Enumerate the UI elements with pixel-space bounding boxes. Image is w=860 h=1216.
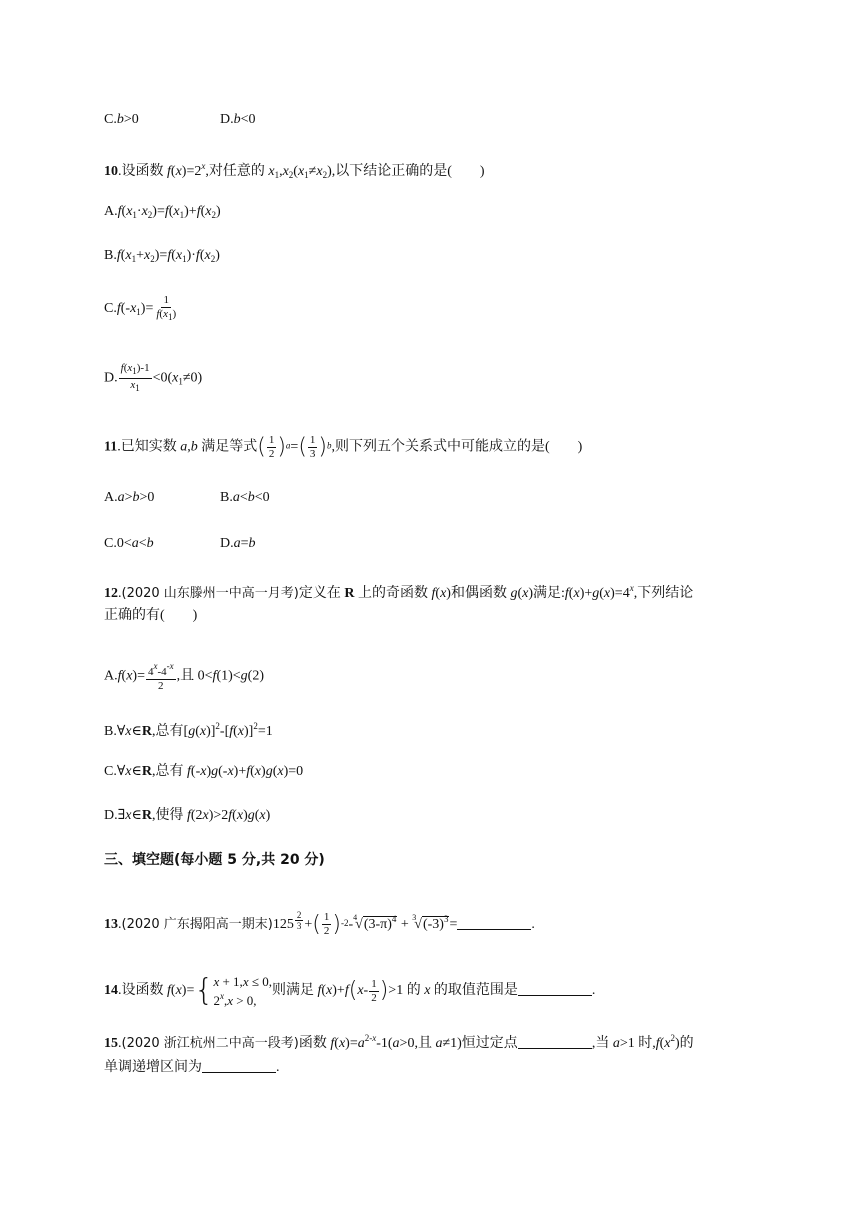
q15-stem-line2: 单调递增区间为 . (104, 1060, 280, 1075)
fraction: $\frac{1}{3}$ (309, 434, 316, 460)
q11-option-d: D.a=b (220, 536, 256, 551)
q11-option-b: B.a<b<0 (220, 490, 270, 505)
q15-stem-line1: 15.(2020 浙江杭州二中高一段考)函数 $f(x)=a^{2-x}-1(a>0$,且 a≠1)恒过定点 ,当 a>1 时$,f(x^2)$的 (104, 1033, 694, 1051)
q10-option-b: $B.f(x_1+x_2)=f(x_1)\cdot f(x_2)$ (104, 248, 220, 264)
answer-blank[interactable] (457, 915, 531, 930)
q10-option-a: $A.f(x_1\cdot x_2)=f(x_1)+f(x_2)$ (104, 204, 221, 220)
q12-stem-line1: 12.(2020 山东滕州一中高一月考)定义在 R 上的奇函数 f(x)和偶函数 g(x)满足$:f(x)+g(x)=4^x$,下列结论 (104, 583, 694, 601)
q12-stem-line2: 正确的有( ) (104, 608, 198, 623)
q11-number: 11 (104, 439, 118, 455)
q11-options-ab (104, 488, 270, 508)
q12-number: 12 (104, 586, 118, 601)
fraction: $\frac{1}{f(x_1)}$ (156, 294, 177, 322)
fraction: $\frac{4^x-4^{-x}}{2}$ (147, 661, 174, 692)
fraction: $\frac{2}{3}$ (296, 910, 302, 931)
fraction: $\frac{1}{2}$ (268, 434, 275, 460)
answer-blank[interactable] (518, 1034, 592, 1049)
q13-number: 13 (104, 917, 118, 932)
q15-number: 15 (104, 1036, 118, 1051)
q12-option-d: D.∃x∈R,使得 f(2x)>2f(x)g(x) (104, 808, 271, 823)
q10-option-d: D. $\frac{f(x_1)-1}{x_1}$ $<0(x_1\ne 0)$ (104, 362, 203, 393)
q10-number: 10 (104, 164, 118, 179)
q14-number: 14 (104, 983, 118, 999)
q10-option-c: $C.f(-x_1)=$ $\frac{1}{f(x_1)}$ (104, 294, 177, 322)
piecewise-cases: x + 1,x ≤ 0, $2^x,x > 0$, (213, 974, 272, 1008)
answer-blank[interactable] (202, 1058, 276, 1073)
q13-stem: 13.(2020 广东揭阳高一期末)125 $\frac{2}{3}$ +( $\frac{1}{2}$ )$-2-^4√(3-\pi)^4 + ^3√(-3)^3=$ . (104, 910, 535, 938)
q11-stem: 11.已知实数 a,b 满足等式( $\frac{1}{2}$ )a=( $\frac{1}{3}$ )b,则下列五个关系式中可能成立的是( ) (104, 434, 583, 460)
fraction: $\frac{1}{2}$ (323, 911, 330, 938)
q12-option-c: C.∀x∈R,总有 f(-x)g(-x)+f(x)g(x)=0 (104, 764, 304, 779)
q11-options-cd (104, 534, 256, 554)
q9-options-cd (104, 110, 256, 130)
section-3-title: 三、填空题(每小题 5 分,共 20 分) (104, 852, 325, 868)
fraction: $\frac{1}{2}$ (371, 977, 377, 1004)
q12-option-a: A.f(x)= $\frac{4^x-4^{-x}}{2}$ ,且 0<f(1)<g(2) (104, 661, 264, 692)
q11-option-c: C.0<a<b (104, 536, 154, 551)
q13-source: (2020 广东揭阳高一期末) (121, 917, 273, 932)
q14-stem: 14.设函数 f(x)={ x + 1,x ≤ 0, $2^x,x > 0$, 则满足 f(x)+f(x- $\frac{1}{2}$ )>1 的 x 的取值范围是 . (104, 973, 596, 1008)
q12-option-b: B.∀x∈R,总有$[g(x)]^2-[f(x)]^2=1$ (104, 721, 273, 739)
q10-stem: 10.设函数 $f(x)=2^x$,对任意的 $x_1,x_2(x_1\ne x_2)$,以下结论正确的是( ) (104, 161, 485, 180)
q11-option-a: A.a>b>0 (104, 490, 155, 505)
answer-blank[interactable] (518, 981, 592, 996)
q12-source: (2020 山东滕州一中高一月考) (121, 586, 299, 601)
q9-option-c: C.b>0 (104, 112, 139, 127)
fraction: $\frac{f(x_1)-1}{x_1}$ (120, 362, 150, 393)
q15-source: (2020 浙江杭州二中高一段考) (121, 1036, 299, 1051)
q9-option-d: D.b<0 (220, 112, 256, 127)
